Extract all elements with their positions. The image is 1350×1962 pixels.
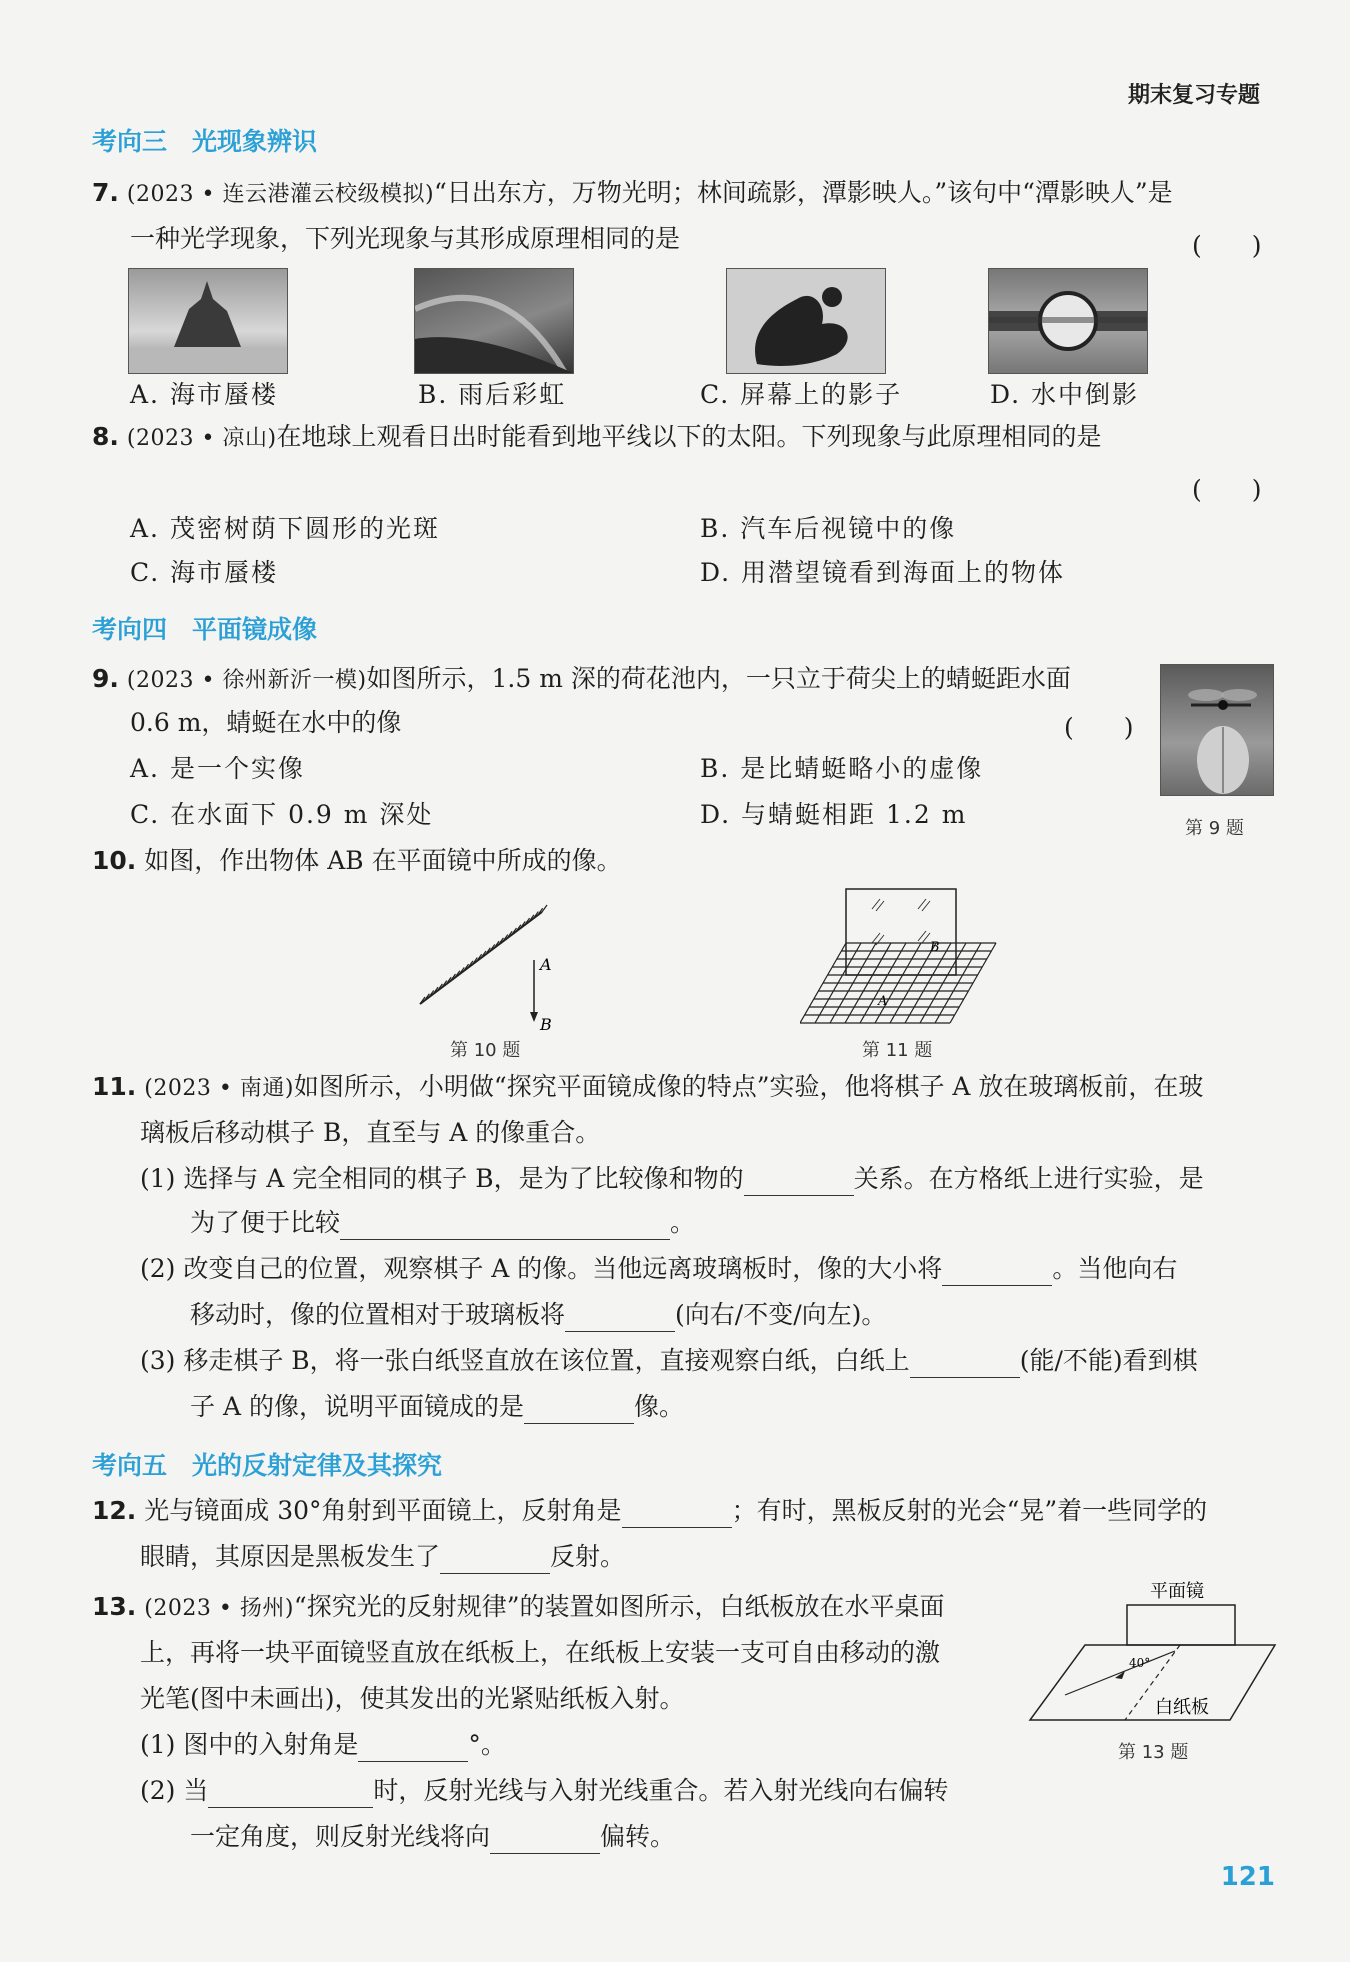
q11-p2-text4: (向右/不变/向左)。 — [675, 1300, 887, 1329]
q10-number: 10. — [92, 846, 137, 875]
q11-source: (2023 • 南通) — [144, 1076, 294, 1101]
q11-label-b: B — [930, 940, 940, 955]
q13-part2-line2 — [190, 1820, 675, 1854]
q9-text1: 如图所示，1.5 m 深的荷花池内，一只立于荷尖上的蜻蜓距水面 — [366, 664, 1071, 693]
q11-p1-text4: 。 — [670, 1208, 696, 1237]
page-number: 121 — [1220, 1862, 1275, 1892]
q13-line2: 上，再将一块平面镜竖直放在纸板上，在纸板上安装一支可自由移动的激 — [140, 1638, 941, 1667]
q13-p1-text: (1) 图中的入射角是 — [140, 1730, 359, 1759]
section-heading-3: 考向三 光现象辨识 — [92, 127, 318, 156]
q11-p1-text3: 为了便于比较 — [190, 1208, 341, 1237]
q7-line2: 一种光学现象，下列光现象与其形成原理相同的是 — [130, 224, 681, 253]
q9-option-c: C. 在水面下 0.9 m 深处 — [130, 800, 434, 829]
q12-number: 12. — [92, 1496, 137, 1525]
q10-diagram — [410, 900, 570, 1040]
q11-part3-line2 — [190, 1390, 684, 1424]
q11-blank-2[interactable] — [340, 1213, 670, 1240]
q11-blank-6[interactable] — [524, 1397, 634, 1424]
q7-option-c: C. 屏幕上的影子 — [700, 380, 903, 409]
q11-part2-line1 — [140, 1252, 1177, 1286]
q7-photo-mirage — [128, 268, 288, 374]
q12-text1: 光与镜面成 30°角射到平面镜上，反射角是 — [144, 1496, 622, 1525]
bridge-reflection-icon — [989, 269, 1147, 373]
q7-photo-shadow — [726, 268, 886, 374]
q11-p2-text2: 。当他向右 — [1052, 1254, 1178, 1283]
q7-answer-bracket: ( ) — [1192, 231, 1262, 260]
q11-p1-text2: 关系。在方格纸上进行实验，是 — [853, 1164, 1204, 1193]
q7-photo-reflection — [988, 268, 1148, 374]
q9-option-d: D. 与蜻蜓相距 1.2 m — [700, 800, 968, 829]
q13-p2-text2: 时，反射光线与入射光线重合。若入射光线向右偏转 — [373, 1776, 949, 1805]
q13-p2-text4: 偏转。 — [600, 1822, 676, 1851]
q13-diagram — [1025, 1575, 1285, 1730]
q11-number: 11. — [92, 1072, 137, 1101]
q8-source: (2023 • 凉山) — [126, 426, 277, 451]
q7-option-d: D. 水中倒影 — [990, 380, 1140, 409]
grid-paper-icon — [800, 943, 996, 1023]
q13-number: 13. — [92, 1592, 137, 1621]
shadow-play-icon — [727, 269, 885, 373]
q9-caption: 第 9 题 — [1185, 818, 1244, 839]
q9-photo-dragonfly — [1160, 664, 1274, 796]
q10-caption: 第 10 题 — [450, 1040, 521, 1061]
q12-line1 — [92, 1494, 1207, 1528]
q11-p3-text4: 像。 — [633, 1392, 684, 1421]
plane-mirror-icon — [420, 905, 547, 1004]
q11-part1-line1 — [140, 1162, 1204, 1196]
q7-option-a: A. 海市蜃楼 — [130, 380, 278, 409]
header-title: 期末复习专题 — [1127, 83, 1260, 108]
q13-mirror-label: 平面镜 — [1150, 1581, 1204, 1602]
q8-text1: 在地球上观看日出时能看到地平线以下的太阳。下列现象与此原理相同的是 — [276, 422, 1102, 451]
section-heading-5: 考向五 光的反射定律及其探究 — [92, 1451, 443, 1480]
q11-part2-line2 — [190, 1298, 886, 1332]
q10-text1: 如图，作出物体 AB 在平面镜中所成的像。 — [144, 846, 622, 875]
q8-option-d: D. 用潜望镜看到海面上的物体 — [700, 558, 1066, 587]
q9-option-b: B. 是比蜻蜓略小的虚像 — [700, 754, 984, 783]
q11-blank-1[interactable] — [744, 1169, 854, 1196]
q13-source: (2023 • 扬州) — [144, 1596, 294, 1621]
q13-board-label: 白纸板 — [1155, 1697, 1209, 1718]
object-ab-arrow — [530, 960, 538, 1022]
q11-part3-line1 — [140, 1344, 1198, 1378]
q13-line1 — [92, 1590, 945, 1626]
q9-number: 9. — [92, 664, 119, 693]
q13-p1-text2: °。 — [468, 1730, 506, 1759]
q13-part2-line1 — [140, 1774, 948, 1808]
q8-answer-bracket: ( ) — [1192, 475, 1262, 504]
q7-number: 7. — [92, 178, 119, 207]
q12-blank-2[interactable] — [440, 1547, 550, 1574]
q9-option-a: A. 是一个实像 — [130, 754, 305, 783]
q12-blank-1[interactable] — [622, 1501, 732, 1528]
mirage-castle-icon — [129, 269, 287, 373]
q11-line1 — [92, 1070, 1203, 1106]
q10-label-b: B — [540, 1015, 552, 1034]
q9-source: (2023 • 徐州新沂一模) — [126, 668, 367, 693]
q13-text1: “探究光的反射规律”的装置如图所示，白纸板放在水平桌面 — [293, 1592, 945, 1621]
q13-p2-text3: 一定角度，则反射光线将向 — [190, 1822, 491, 1851]
q11-label-a: A — [878, 994, 888, 1009]
q11-p2-text: (2) 改变自己的位置，观察棋子 A 的像。当他远离玻璃板时，像的大小将 — [140, 1254, 943, 1283]
q8-line1 — [92, 420, 1102, 456]
q13-caption: 第 13 题 — [1118, 1742, 1189, 1763]
q11-caption: 第 11 题 — [862, 1040, 933, 1061]
q9-answer-bracket: ( ) — [1064, 713, 1134, 742]
q11-p3-text: (3) 移走棋子 B，将一张白纸竖直放在该位置，直接观察白纸，白纸上 — [140, 1346, 910, 1375]
q11-part1-line2 — [190, 1206, 695, 1240]
q13-blank-1[interactable] — [358, 1735, 468, 1762]
q8-number: 8. — [92, 422, 119, 451]
section-heading-4: 考向四 平面镜成像 — [92, 615, 318, 644]
q11-line2: 璃板后移动棋子 B，直至与 A 的像重合。 — [140, 1118, 601, 1147]
q11-text1: 如图所示，小明做“探究平面镜成像的特点”实验，他将棋子 A 放在玻璃板前，在玻 — [293, 1072, 1204, 1101]
plane-mirror-icon — [1127, 1605, 1235, 1645]
q9-line2: 0.6 m，蜻蜓在水中的像 — [130, 708, 402, 737]
q7-photo-rainbow — [414, 268, 574, 374]
rainbow-icon — [415, 269, 573, 373]
q12-text2: ；有时，黑板反射的光会“晃”着一些同学的 — [731, 1496, 1208, 1525]
incident-ray — [1065, 1651, 1175, 1695]
q13-part1 — [140, 1728, 506, 1762]
q11-diagram — [800, 885, 1000, 1030]
q13-blank-2[interactable] — [208, 1781, 373, 1808]
q8-option-c: C. 海市蜃楼 — [130, 558, 279, 587]
q13-p2-text: (2) 当 — [140, 1776, 209, 1805]
q12-text4: 反射。 — [550, 1542, 626, 1571]
q10-label-a: A — [540, 955, 552, 974]
dragonfly-lotus-icon — [1161, 665, 1273, 795]
q11-p2-text3: 移动时，像的位置相对于玻璃板将 — [190, 1300, 566, 1329]
q7-source: (2023 • 连云港灌云校级模拟) — [126, 182, 435, 207]
q10-line1 — [92, 844, 622, 878]
q13-angle-label: 40° — [1129, 1656, 1151, 1670]
q9-line1 — [92, 662, 1071, 698]
q11-blank-3[interactable] — [942, 1259, 1052, 1286]
q11-p1-text: (1) 选择与 A 完全相同的棋子 B，是为了比较像和物的 — [140, 1164, 744, 1193]
q11-blank-5[interactable] — [910, 1351, 1020, 1378]
q7-text1: “日出东方，万物光明；林间疏影，潭影映人。”该句中“潭影映人”是 — [434, 178, 1173, 207]
q11-blank-4[interactable] — [565, 1305, 675, 1332]
q11-p3-text3: 子 A 的像，说明平面镜成的是 — [190, 1392, 524, 1421]
q7-option-b: B. 雨后彩虹 — [418, 380, 567, 409]
q8-option-b: B. 汽车后视镜中的像 — [700, 514, 957, 543]
q12-text3: 眼睛，其原因是黑板发生了 — [140, 1542, 441, 1571]
q8-option-a: A. 茂密树荫下圆形的光斑 — [130, 514, 440, 543]
q11-p3-text2: (能/不能)看到棋 — [1019, 1346, 1198, 1375]
q13-blank-3[interactable] — [490, 1827, 600, 1854]
q13-line3: 光笔(图中未画出)，使其发出的光紧贴纸板入射。 — [140, 1684, 685, 1713]
q12-line2 — [140, 1540, 625, 1574]
q7-line1 — [92, 176, 1173, 212]
